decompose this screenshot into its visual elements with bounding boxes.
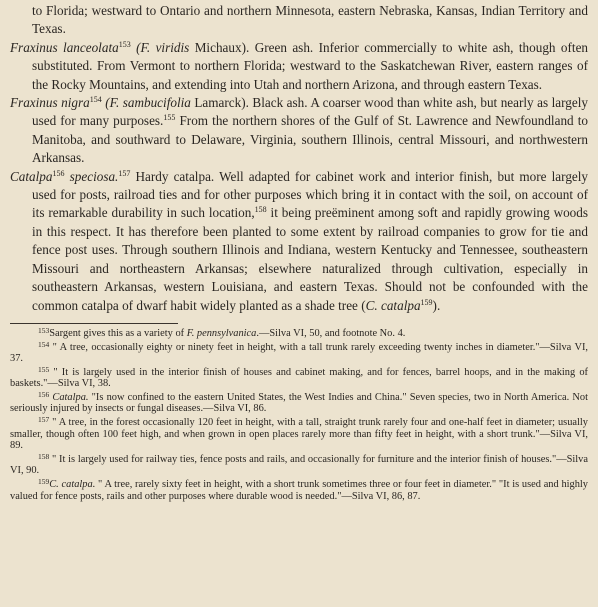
footnote-text: " A tree, occasionally eighty or ninety feet in height, with a tall trunk rarely exceeding twenty inches in diameter."—Silva VI, 37. [10,341,588,365]
footnote-ref[interactable]: 155 [163,113,176,123]
entry-fraxinus-lanceolata [10,39,588,94]
footnote-text: " It is largely used in the interior finish of houses and cabinet making, and for fences, barrel hoops, and in the making of baskets."—Silva VI, 38. [10,366,588,390]
entry-reference: C. catalpa [365,297,421,313]
footnote-number: 159 [38,477,50,487]
entry-fraxinus-nigra [10,94,588,168]
footnote-155 [10,364,588,390]
footnote-ref[interactable]: 159 [420,297,433,307]
entry-name: Catalpa [10,168,53,184]
entry-species: speciosa. [69,168,119,184]
footnote-text-end: "Is now confined to the eastern United States, the West Indies and China." Seven species, two in North America. Not seriously injured by insects or fungal diseases.—Silva VI, 86. [10,391,588,415]
footnote-ref[interactable]: 154 [89,95,102,105]
footnote-text-end: .—Silva VI, 50, and footnote No. 4. [256,327,406,339]
entry-catalpa-speciosa [10,168,588,315]
entry-name: Fraxinus lanceolata [10,39,119,55]
entry-synonym-author: Michaux). [194,39,250,55]
footnote-text: " A tree, in the forest occasionally 120 feet in height, with a tall, straight trunk rarely four and one-half feet in diameter; usually smaller, though often 100 feet high, and when grown in open places rarely more than fifty feet in height, with a short trunk."—Silva VI, 89. [10,417,588,452]
footnote-number: 157 [38,415,50,425]
entry-body-continued: From the northern shores of the Gulf of St. Lawrence and Newfoundland to Manitoba, and southward to Delaware, Virginia, southern Illinois, central Missouri, and northwestern Arkansas. [32,113,589,166]
footnote-text-end: " A tree, rarely sixty feet in height, with a short trunk sometimes three or four feet in diameter." "It is used and highly valued for fence posts, rails and other purposes where durable wood is needed."—Silva VI, 86, 87. [10,479,588,502]
entry-body: Hardy catalpa. Well adapted for cabinet work and interior finish, but more largely used for posts, railroad ties and for other purposes which bring it in contact with the soil, on account of its remarkable durability in such location, [32,168,589,221]
footnote-text: " It is largely used for railway ties, fence posts and rails, and occasionally for furniture and the interior finish of houses."—Silva VI, 90. [10,453,588,477]
footnote-italic: C. catalpa. [49,479,96,491]
entry-synonym: (F. viridis [136,39,190,55]
footnote-divider [10,323,178,324]
lead-continuation: to Florida; westward to Ontario and northern Minnesota, eastern Nebraska, Kansas, Indian Territory and Texas. [32,3,588,37]
footnote-158 [10,451,588,477]
footnote-153 [10,325,588,340]
footnote-number: 153 [38,325,50,335]
footnote-number: 154 [38,339,50,349]
species-entries [10,2,588,315]
footnotes [10,325,588,502]
entry-body-continued: it being preëminent among soft and rapidly growing woods in this respect. It has therefore been planted to some extent by railroad companies to grow for tie and fence post uses. Through southern Illinois and Indiana, western Kentucky and Tennessee, southeastern Missouri and northeastern Arkansas; elsewhere naturalized through cultivation, especially in southeastern Arkansas, western Louisiana, and eastern Texas. Should not be confounded with the common catalpa of dwarf habit widely planted as a shade tree ( [32,205,589,313]
footnote-italic: F. pennsylvanica [186,327,257,339]
footnote-ref[interactable]: 153 [118,39,131,49]
entry-synonym-author: Lamarck). [194,95,249,111]
footnote-text: Sargent gives this as a variety of [49,327,187,339]
footnote-154 [10,339,588,365]
entry-body: Green ash. Inferior commercially to white ash, though often substituted. From Vermont to northern Florida; westward to the Saskatchewan River, eastern ranges of the Rocky Mountains, and extending into Utah and northern Arizona, and through eastern Texas. [32,39,589,92]
footnote-ref[interactable]: 158 [254,205,267,215]
footnote-ref[interactable]: 156 [52,168,65,178]
footnote-number: 155 [38,364,50,374]
footnote-italic: Catalpa. [52,391,89,403]
footnote-159 [10,479,588,502]
entry-synonym: (F. sambucifolia [105,95,191,111]
footnote-156 [10,389,588,415]
footnote-157 [10,417,588,452]
entry-close: ). [432,297,441,313]
entry-body: Black ash. A coarser wood than white ash, but nearly as largely used for many purposes. [32,95,588,129]
footnote-number: 156 [38,389,50,399]
footnote-ref[interactable]: 157 [118,168,131,178]
footnote-number: 158 [38,451,50,461]
entry-name: Fraxinus nigra [10,95,90,111]
